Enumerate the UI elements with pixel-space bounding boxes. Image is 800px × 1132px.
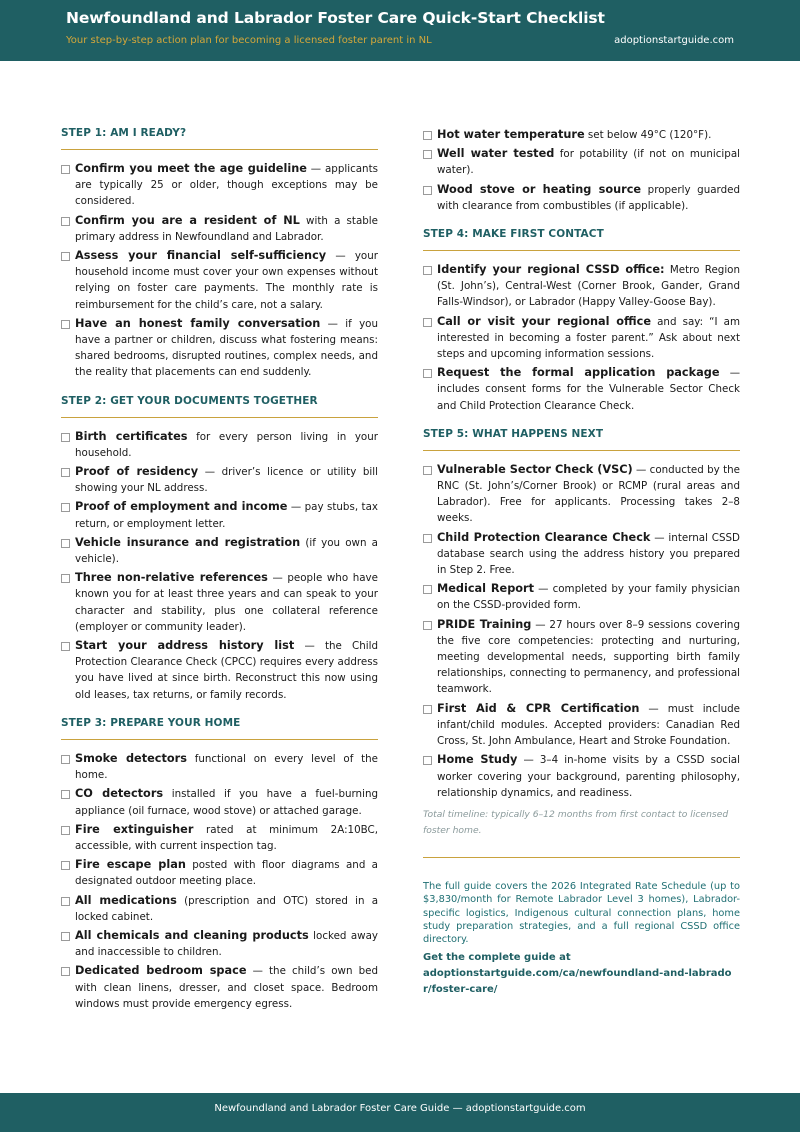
promo-link[interactable]: adoptionstartguide.com/ca/newfoundland-and-labrador/foster-care/: [423, 968, 732, 996]
right-column: [423, 127, 740, 1012]
checkbox-icon[interactable]: [61, 217, 70, 226]
item-body: (prescription and OTC) stored in a locked cabinet.: [75, 894, 379, 923]
item-title: Hot water temperature: [437, 128, 585, 141]
checklist-item: [423, 617, 740, 698]
checklist-item: [423, 262, 740, 311]
checklist-item: [61, 786, 378, 818]
step-3-continued: [423, 127, 740, 214]
item-body: — driver’s licence or utility bill showing your NL address.: [75, 466, 378, 495]
header-site-link[interactable]: adoptionstartguide.com: [614, 35, 734, 46]
checkbox-icon[interactable]: [423, 585, 432, 594]
footer-text: Newfoundland and Labrador Foster Care Guide — adoptionstartguide.com: [214, 1103, 586, 1114]
checklist-item: [61, 499, 378, 531]
checklist-item: [423, 365, 740, 414]
checkbox-icon[interactable]: [61, 539, 70, 548]
checkbox-icon[interactable]: [61, 574, 70, 583]
checklist-item: [423, 701, 740, 750]
item-body: Metro Region (St. John’s), Central-West (Corner Brook, Gander, Grand Falls-Windsor), or Labrador (Happy Valley-Goose Bay).: [437, 264, 741, 309]
item-body: for potability (if not on municipal water).: [437, 148, 740, 177]
item-body: — the Child Protection Clearance Check (CPCC) requires every address you have lived at since birth. Reconstruct this now using old leases, tax returns, or family records.: [75, 640, 378, 701]
item-body: — 27 hours over 8–9 sessions covering the five core competencies: protecting and nurturing, meeting developmental needs, supporting birth family relationships, connecting to permanency, and professional teamwork.: [437, 618, 740, 696]
checkbox-icon[interactable]: [61, 967, 70, 976]
checkbox-icon[interactable]: [61, 468, 70, 477]
checklist-item: [423, 127, 740, 143]
checklist-item: [61, 570, 378, 635]
item-body: and say: “I am interested in becoming a foster parent.” Ask about next steps and upcoming information sessions.: [437, 315, 740, 361]
promo-text: The full guide covers the 2026 Integrated Rate Schedule (up to $3,830/month for Remote Labrador Level 3 homes), Labrador-specific logistics, Indigenous cultural connection plans, home study preparation strategies, and a full regional CSSD office directory.: [423, 880, 740, 946]
item-body: — must include infant/child modules. Accepted providers: Canadian Red Cross, St. John Ambulance, Heart and Stroke Foundation.: [437, 702, 741, 748]
checkbox-icon[interactable]: [61, 503, 70, 512]
checklist-item: [61, 822, 378, 854]
checkbox-icon[interactable]: [61, 433, 70, 442]
checkbox-icon[interactable]: [61, 642, 70, 651]
item-title: All medications: [75, 893, 177, 907]
checkbox-icon[interactable]: [61, 320, 70, 329]
item-body: locked away and inaccessible to children.: [75, 929, 378, 959]
checklist-item: [61, 857, 378, 889]
checklist-item: [423, 146, 740, 178]
step-title: STEP 2: GET YOUR DOCUMENTS TOGETHER: [61, 395, 378, 418]
checkbox-icon[interactable]: [61, 861, 70, 870]
item-body: — if you have a partner or children, discuss what fostering means: shared bedrooms, disrupted routines, complex needs, and the reality that placements can end suddenly.: [75, 317, 378, 379]
promo-cta: Get the complete guide at: [423, 952, 571, 964]
item-title: Fire escape plan: [75, 858, 186, 872]
item-body: rated at minimum 2A:10BC, accessible, with current inspection tag.: [75, 823, 378, 852]
item-body: (if you own a vehicle).: [75, 536, 378, 566]
item-title: Proof of employment and income: [75, 500, 288, 514]
step-3: [61, 717, 378, 1012]
checkbox-icon[interactable]: [61, 790, 70, 799]
checklist-item: [61, 316, 378, 381]
checklist-item: [423, 182, 740, 214]
item-title: Start your address history list: [75, 639, 295, 653]
item-body: — the child’s own bed with clean linens, dresser, and closet space. Bedroom windows must provide emergency egress.: [75, 965, 378, 1010]
checkbox-icon[interactable]: [423, 318, 432, 327]
item-body: — people who have known you for at least three years and can speak to your character and stability, plus one collateral reference (employer or community leader).: [75, 572, 378, 633]
checklist-item: [61, 535, 378, 567]
page-footer: [0, 1093, 800, 1132]
item-title: Fire extinguisher: [75, 822, 194, 836]
item-title: Smoke detectors: [75, 751, 187, 765]
item-title: Three non-relative references: [75, 571, 268, 585]
item-title: CO detectors: [75, 787, 164, 801]
item-body: — applicants are typically 25 or older, though exceptions may be considered.: [75, 163, 378, 208]
left-column: [61, 127, 378, 1026]
checklist-item: [61, 464, 378, 496]
item-body: — conducted by the RNC (St. John’s/Corner Brook) or RCMP (rural areas and Labrador). Free for applicants. Processing takes 2–8 weeks.: [437, 463, 740, 525]
checklist-item: [61, 429, 378, 461]
checklist-item: [61, 638, 378, 703]
item-title: Dedicated bedroom space: [75, 964, 247, 978]
item-title: Well water tested: [437, 147, 555, 161]
checklist-item: [61, 751, 378, 783]
checklist-item: [423, 314, 740, 363]
step-title: STEP 1: AM I READY?: [61, 127, 378, 150]
checkbox-icon[interactable]: [61, 932, 70, 941]
step-2: [61, 395, 378, 703]
item-title: Medical Report: [437, 582, 535, 596]
page-header: [0, 0, 800, 61]
checklist-item: [423, 752, 740, 801]
checkbox-icon[interactable]: [423, 186, 432, 195]
checklist-item: [61, 893, 378, 925]
item-title: Vehicle insurance and registration: [75, 535, 301, 549]
checkbox-icon[interactable]: [423, 621, 432, 630]
step-5: [423, 428, 740, 999]
item-title: Assess your financial self-sufficiency: [75, 249, 327, 263]
checkbox-icon[interactable]: [61, 755, 70, 764]
item-body: set below 49°C (120°F).: [584, 129, 712, 141]
checkbox-icon[interactable]: [423, 150, 432, 159]
checklist-item: [61, 963, 378, 1012]
item-body: posted with floor diagrams and a designated outdoor meeting place.: [75, 859, 378, 888]
item-body: installed if you have a fuel-burning appliance (oil furnace, wood stove) or attached garage.: [75, 788, 379, 817]
item-body: for every person living in your household.: [75, 430, 378, 459]
item-body: functional on every level of the home.: [75, 752, 378, 782]
item-title: Birth certificates: [75, 429, 188, 443]
item-title: Confirm you are a resident of NL: [75, 213, 300, 227]
step-title: STEP 3: PREPARE YOUR HOME: [61, 717, 378, 740]
checkbox-icon[interactable]: [423, 705, 432, 714]
checkbox-icon[interactable]: [61, 165, 70, 174]
item-title: Wood stove or heating source: [437, 182, 642, 196]
item-body: — completed by your family physician on the CSSD-provided form.: [437, 583, 741, 612]
checkbox-icon[interactable]: [61, 252, 70, 261]
item-title: First Aid & CPR Certification: [437, 701, 640, 715]
item-title: Home Study: [437, 753, 518, 767]
checkbox-icon[interactable]: [423, 131, 432, 140]
item-body: — your household income must cover your own expenses without relying on foster care payments. The monthly rate is reimbursement for the child’s care, not a salary.: [75, 250, 378, 311]
checklist-item: [423, 581, 740, 613]
item-body: with a stable primary address in Newfoundland and Labrador.: [75, 214, 379, 243]
checklist-item: [61, 161, 378, 210]
checkbox-icon[interactable]: [423, 756, 432, 765]
item-title: PRIDE Training: [437, 617, 532, 631]
step-4: [423, 228, 740, 414]
item-title: Call or visit your regional office: [437, 314, 651, 328]
checkbox-icon[interactable]: [423, 369, 432, 378]
item-body: — includes consent forms for the Vulnerable Sector Check and Child Protection Clearance Check.: [437, 367, 740, 412]
checkbox-icon[interactable]: [423, 534, 432, 543]
step-title: STEP 5: WHAT HAPPENS NEXT: [423, 428, 740, 451]
item-title: All chemicals and cleaning products: [75, 928, 309, 942]
item-title: Confirm you meet the age guideline: [75, 162, 307, 175]
timeline-note: Total timeline: typically 6–12 months from first contact to licensed foster home.: [423, 807, 740, 858]
checklist-item: [61, 213, 378, 245]
item-title: Have an honest family conversation: [75, 316, 321, 330]
item-body: — internal CSSD database search using the address history you prepared in Step 2. Free.: [437, 531, 740, 577]
item-title: Child Protection Clearance Check: [437, 530, 651, 544]
checkbox-icon[interactable]: [61, 897, 70, 906]
item-title: Identify your regional CSSD office:: [437, 263, 665, 277]
checklist-item: [61, 248, 378, 313]
checkbox-icon[interactable]: [423, 266, 432, 275]
checklist-item: [61, 928, 378, 960]
item-body: properly guarded with clearance from combustibles (if applicable).: [437, 183, 741, 212]
step-title: STEP 4: MAKE FIRST CONTACT: [423, 228, 740, 251]
checkbox-icon[interactable]: [61, 826, 70, 835]
item-title: Proof of residency: [75, 465, 199, 479]
checkbox-icon[interactable]: [423, 466, 432, 475]
page-title: Newfoundland and Labrador Foster Care Quick-Start Checklist: [66, 9, 605, 27]
checklist-item: [423, 462, 740, 527]
page-subtitle: Your step-by-step action plan for becoming a licensed foster parent in NL: [66, 35, 432, 46]
item-title: Vulnerable Sector Check (VSC): [437, 462, 633, 476]
item-body: — 3–4 in-home visits by a CSSD social worker covering your background, parenting philosophy, relationship dynamics, and readiness.: [437, 754, 740, 799]
item-body: — pay stubs, tax return, or employment letter.: [75, 501, 378, 530]
step-1: [61, 127, 378, 381]
checklist-item: [423, 530, 740, 579]
item-title: Request the formal application package: [437, 366, 720, 380]
